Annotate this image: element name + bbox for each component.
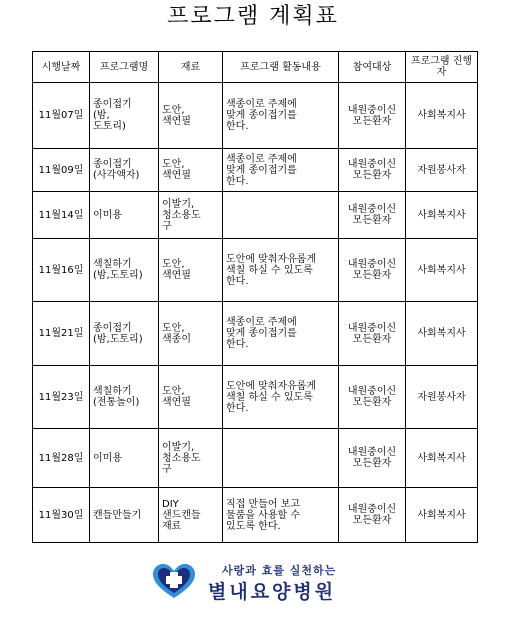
cell-date: 11월16일 [33, 239, 90, 302]
cell-content [223, 429, 339, 488]
cell-target: 내원중이신 모든환자 [339, 302, 406, 366]
table-row [33, 366, 478, 429]
page-title: 프로그램 계획표 [167, 4, 339, 29]
header-leader: 프로그램 진행자 [406, 52, 478, 83]
table-row [33, 429, 478, 488]
cell-materials: 도안, 색연필 [159, 149, 223, 192]
cell-program: 종이접기 (사각액자) [90, 149, 159, 192]
cell-target: 내원중이신 모든환자 [339, 83, 406, 149]
logo-name: 별내요양병원 [208, 581, 337, 603]
cell-materials: 도안, 색연필 [159, 366, 223, 429]
table-row [33, 149, 478, 192]
cell-leader: 자원봉사자 [406, 149, 478, 192]
cell-program: 종이접기 (밤,도토리) [90, 302, 159, 366]
cell-date: 11월28일 [33, 429, 90, 488]
cell-content: 색종이로 주제에 맞게 종이접기를 한다. [223, 149, 339, 192]
cell-program: 색칠하기 (전통놀이) [90, 366, 159, 429]
cell-leader: 사회복지사 [406, 302, 478, 366]
table-row [33, 488, 478, 543]
cell-content: 색종이로 주제에 맞게 종이접기를 한다. [223, 83, 339, 149]
header-content: 프로그램 활동내용 [223, 52, 339, 83]
cell-content: 직접 만들어 보고 물품을 사용할 수 있도록 한다. [223, 488, 339, 543]
cell-content [223, 192, 339, 239]
table-header-row [33, 52, 478, 83]
cell-target: 내원중이신 모든환자 [339, 429, 406, 488]
cell-materials: DIY 샌드캔들 재료 [159, 488, 223, 543]
cell-target: 내원중이신 모든환자 [339, 488, 406, 543]
cell-program: 캔들만들기 [90, 488, 159, 543]
header-materials: 재료 [159, 52, 223, 83]
cell-leader: 사회복지사 [406, 239, 478, 302]
cell-materials: 도안, 색연필 [159, 239, 223, 302]
cell-materials: 도안, 색종이 [159, 302, 223, 366]
cell-program: 종이접기 (밤, 도토리) [90, 83, 159, 149]
table-row [33, 239, 478, 302]
cell-date: 11월07일 [33, 83, 90, 149]
cell-leader: 자원봉사자 [406, 366, 478, 429]
cell-target: 내원중이신 모든환자 [339, 149, 406, 192]
logo-slogan: 사랑과 효를 실천하는 [222, 564, 337, 577]
cell-program: 이미용 [90, 192, 159, 239]
cell-materials: 이발기, 청소용도 구 [159, 429, 223, 488]
cell-content: 색종이로 주제에 맞게 종이접기를 한다. [223, 302, 339, 366]
cell-date: 11월09일 [33, 149, 90, 192]
cell-program: 색칠하기 (밤,도토리) [90, 239, 159, 302]
cell-program: 이미용 [90, 429, 159, 488]
table-row [33, 302, 478, 366]
cell-content: 도안에 맞춰자유롭게 색칠 하실 수 있도록 한다. [223, 239, 339, 302]
cell-leader: 사회복지사 [406, 488, 478, 543]
cell-target: 내원중이신 모든환자 [339, 366, 406, 429]
header-target: 참여대상 [339, 52, 406, 83]
cell-date: 11월23일 [33, 366, 90, 429]
cross-heart-emblem-icon [150, 562, 198, 600]
cell-date: 11월14일 [33, 192, 90, 239]
header-program: 프로그램명 [90, 52, 159, 83]
cell-leader: 사회복지사 [406, 192, 478, 239]
cell-materials: 도안, 색연필 [159, 83, 223, 149]
cell-leader: 사회복지사 [406, 429, 478, 488]
cell-leader: 사회복지사 [406, 83, 478, 149]
table-row [33, 83, 478, 149]
cell-date: 11월30일 [33, 488, 90, 543]
cell-materials: 이발기, 청소용도 구 [159, 192, 223, 239]
cell-target: 내원중이신 모든환자 [339, 192, 406, 239]
program-schedule-table [32, 51, 478, 543]
cell-date: 11월21일 [33, 302, 90, 366]
table-row [33, 192, 478, 239]
cell-content: 도안에 맞춰자유롭게 색칠 하실 수 있도록 한다. [223, 366, 339, 429]
header-date: 시행날짜 [33, 52, 90, 83]
cell-target: 내원중이신 모든환자 [339, 239, 406, 302]
hospital-logo [150, 558, 400, 604]
